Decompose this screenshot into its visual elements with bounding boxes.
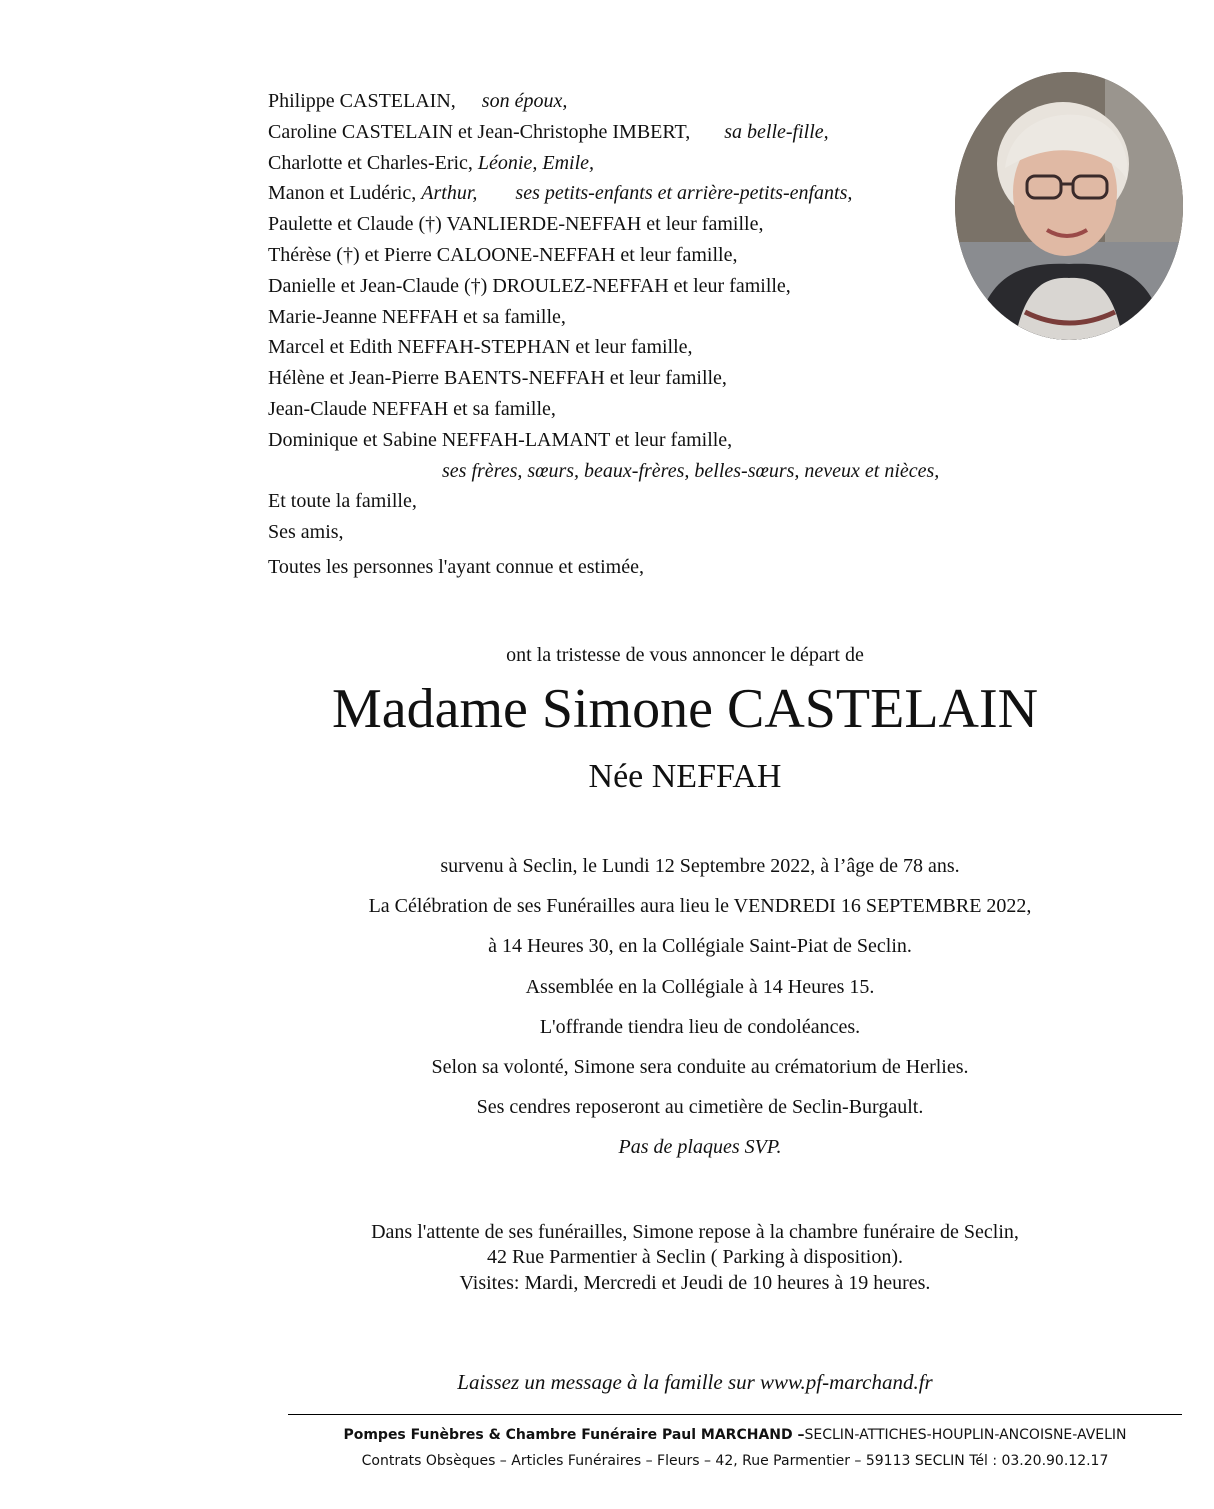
detail-note: Pas de plaques SVP. bbox=[618, 1136, 782, 1159]
family-line-spouse bbox=[268, 86, 1028, 117]
family-name: Philippe CASTELAIN, bbox=[268, 90, 456, 112]
family-great-grandchildren: Léonie, Emile, bbox=[477, 151, 595, 174]
detail-line: Assemblée en la Collégiale à 14 Heures 15. bbox=[525, 975, 875, 998]
footer-divider bbox=[288, 1414, 1182, 1415]
family-great-grandchildren: Arthur, bbox=[421, 182, 478, 205]
detail-line: La Célébration de ses Funérailles aura lieu le VENDREDI 16 SEPTEMBRE 2022, bbox=[368, 895, 1032, 918]
sibling-line: Dominique et Sabine NEFFAH-LAMANT et leur famille, bbox=[268, 428, 733, 451]
funeral-details bbox=[290, 846, 1110, 1168]
family-name: Caroline CASTELAIN et Jean-Christophe IMBERT, bbox=[268, 120, 691, 143]
footer-line-2: Contrats Obsèques – Articles Funéraires – Fleurs – 42, Rue Parmentier – 59113 SECLIN Tél : 03.20.90.12.17 bbox=[361, 1453, 1109, 1469]
family-relation: ses petits-enfants et arrière-petits-enfants, bbox=[515, 182, 853, 205]
portrait-photo bbox=[955, 72, 1183, 340]
other-line: Toutes les personnes l'ayant connue et estimée, bbox=[268, 555, 644, 578]
repose-info bbox=[290, 1220, 1100, 1296]
family-line-daughter-in-law bbox=[268, 117, 1028, 148]
deceased-name: Madame Simone CASTELAIN bbox=[331, 678, 1039, 740]
sibling-line: Marcel et Edith NEFFAH-STEPHAN et leur famille, bbox=[268, 336, 693, 359]
repose-line: Visites: Mardi, Mercredi et Jeudi de 10 heures à 19 heures. bbox=[459, 1271, 931, 1294]
detail-line: survenu à Seclin, le Lundi 12 Septembre 2022, à l’âge de 78 ans. bbox=[440, 855, 960, 877]
family-line-grandchildren-1 bbox=[268, 148, 1028, 179]
footer-line-1 bbox=[288, 1422, 1182, 1448]
family-name: Manon et Ludéric, bbox=[268, 182, 417, 205]
family-relation: sa belle-fille, bbox=[724, 120, 829, 143]
detail-line: L'offrande tiendra lieu de condoléances. bbox=[539, 1015, 861, 1038]
sibling-line: Hélène et Jean-Pierre BAENTS-NEFFAH et leur famille, bbox=[268, 367, 727, 390]
family-relation: son époux, bbox=[481, 90, 568, 112]
repose-line: Dans l'attente de ses funérailles, Simone repose à la chambre funéraire de Seclin, bbox=[371, 1221, 1019, 1243]
footer-locations: SECLIN-ATTICHES-HOUPLIN-ANCOISNE-AVELIN bbox=[804, 1427, 1127, 1443]
family-line-grandchildren-2 bbox=[268, 178, 1028, 209]
sibling-line: Paulette et Claude (†) VANLIERDE-NEFFAH et leur famille, bbox=[268, 213, 764, 236]
repose-line: 42 Rue Parmentier à Seclin ( Parking à disposition). bbox=[486, 1246, 904, 1269]
announcement-text: ont la tristesse de vous annoncer le départ de bbox=[506, 644, 864, 666]
other-line: Et toute la famille, bbox=[268, 490, 417, 513]
detail-line: Selon sa volonté, Simone sera conduite au crématorium de Herlies. bbox=[431, 1056, 969, 1079]
siblings-relation: ses frères, sœurs, beaux-frères, belles-sœurs, neveux et nièces, bbox=[442, 459, 940, 482]
portrait-illustration bbox=[955, 72, 1183, 340]
sibling-line: Marie-Jeanne NEFFAH et sa famille, bbox=[268, 305, 566, 328]
footer bbox=[288, 1422, 1182, 1474]
sibling-line: Jean-Claude NEFFAH et sa famille, bbox=[268, 397, 556, 420]
message-link-text: Laissez un message à la famille sur www.pf-marchand.fr bbox=[457, 1370, 933, 1394]
family-name: Charlotte et Charles-Eric, bbox=[268, 151, 473, 174]
other-line: Ses amis, bbox=[268, 521, 344, 544]
family-list bbox=[268, 86, 1028, 583]
detail-line: à 14 Heures 30, en la Collégiale Saint-Piat de Seclin. bbox=[488, 935, 912, 958]
sibling-line: Thérèse (†) et Pierre CALOONE-NEFFAH et leur famille, bbox=[268, 243, 738, 266]
detail-line: Ses cendres reposeront au cimetière de Seclin-Burgault. bbox=[476, 1096, 924, 1119]
deceased-birth-name: Née NEFFAH bbox=[588, 758, 782, 795]
footer-company: Pompes Funèbres & Chambre Funéraire Paul MARCHAND – bbox=[343, 1427, 805, 1443]
sibling-line: Danielle et Jean-Claude (†) DROULEZ-NEFFAH et leur famille, bbox=[268, 274, 791, 297]
